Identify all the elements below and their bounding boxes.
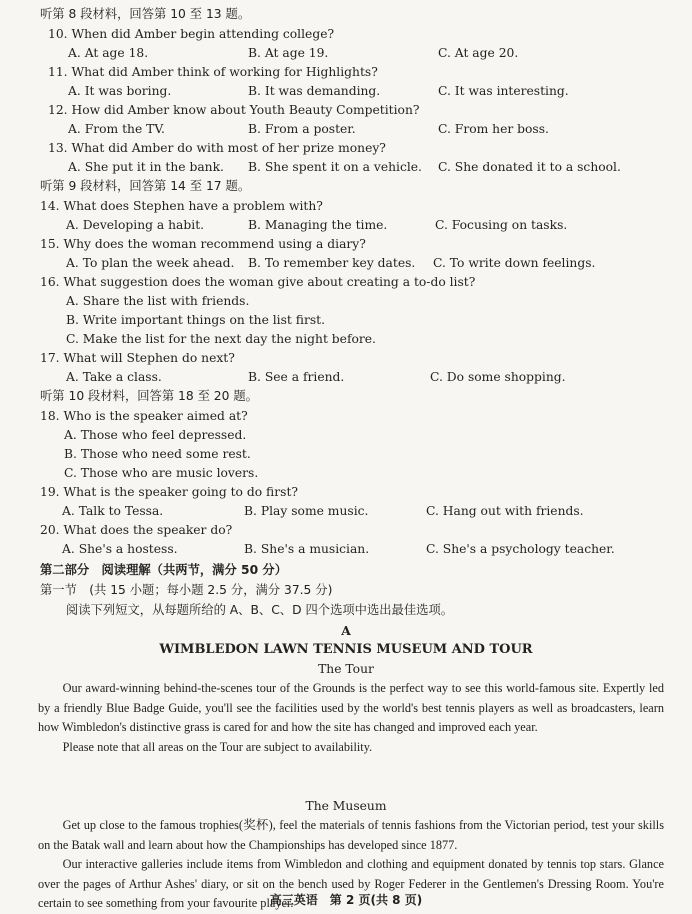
option-b: B. Managing the time.: [248, 218, 388, 232]
subheading-the-museum: The Museum: [305, 799, 387, 813]
option-a: A. Take a class.: [66, 370, 162, 384]
option-b: B. See a friend.: [248, 370, 345, 384]
option-c: C. From her boss.: [438, 122, 549, 136]
option-c: C. At age 20.: [438, 46, 519, 60]
option-a: A. She put it in the bank.: [68, 160, 224, 174]
option-c: C. She donated it to a school.: [438, 160, 621, 174]
option-a: A. Developing a habit.: [66, 218, 205, 232]
option-a: A. At age 18.: [68, 46, 149, 60]
subheading-the-tour: The Tour: [318, 662, 374, 676]
option-c: C. To write down feelings.: [433, 256, 596, 270]
option-a: A. From the TV.: [68, 122, 165, 136]
passage-body-tour: [38, 679, 664, 757]
option-b: B. At age 19.: [248, 46, 329, 60]
option-a: A. She's a hostess.: [62, 542, 178, 556]
exam-page: 听第 8 段材料，回答第 10 至 13 题。 10. When did Amber begin attending college? A. At age 18. B. At age 19. C. At age 20. 11. What did Amber think of working for Highlights? A. It was boring. B. It was demanding. C. It was interesting. 12. How did Amber know about Youth Beauty Competition? A. From the TV. B. From a poster. C. From her boss. 13. What did Amber do with most of her prize money? A. She put it in the bank. B. She spent it on a vehicle. C. She donated it to a school. 听第 9 段材料，回答第 14 至 17 题。 14. What does Stephen have a problem with? A. Developing a habit. B. Managing the time. C. Focusing on tasks. 15. Why does the woman recommend using a diary? A. To plan the week ahead. B. To remember key dates. C. To write down feelings. 16. What suggestion does the woman give about creating a to-do list? A. Share the list with friends. B. Write important things on the list first. C. Make the list for the next day the night before. 17. What will Stephen do next? A. Take a class. B. See a friend. C. Do some shopping. 听第 10 段材料，回答第 18 至 20 题。 18. Who is the speaker aimed at? A. Those who feel depressed. B. Those who need some rest. C. Those who are music lovers. 19. What is the speaker going to do first? A. Talk to Tessa. B. Play some music. C. Hang out with friends. 20. What does the speaker do? A. She's a hostess. B. She's a musician. C. She's a psychology teacher. 第二部分 阅读理解（共两节，满分 50 分） 第一节 (共 15 小题；每小题 2.5 分，满分 37.5 分) 阅读下列短文，从每题所给的 A、B、C、D 四个选项中选出最佳选项。 A WIMBLEDON LAWN TENNIS MUSEUM AND TOUR The Tour Our award-winning behind-the-scenes tour of the Grounds is the perfect way to see this world-famous site. Expertly led by a friendly Blue Badge Guide, you'll see the facilities used by the world's best tennis players as well as broadcasters, learn how Wimbledon's distinctive grass is cared for and how the site has changed and improved each year. Please note that all areas on the Tour are subject to availability. The Museum Get up close to the famous trophies(奖杯), feel the materials of tennis fashions from the Victorian period, test your skills on the Batak wall and learn about how the Championships has developed since 1877. Our interactive galleries include items from Wimbledon and clothing and equipment donated by tennis top stars. Glance over the pages of Arthur Ashes' diary, or sit on the bench used by Roger Federer in the Gentlemen's Dressing Room. You're certain to see something from your favourite player. 高三英语 第 2 页(共 8 页): [0, 0, 692, 914]
option-b: B. She spent it on a vehicle.: [248, 160, 422, 174]
option-a: A. It was boring.: [68, 84, 172, 98]
option-c: C. It was interesting.: [438, 84, 569, 98]
option-c: C. She's a psychology teacher.: [426, 542, 615, 556]
paragraph-availability: Please note that all areas on the Tour are subject to availability.: [62, 739, 373, 754]
option-b: B. She's a musician.: [244, 542, 370, 556]
paragraph-trophies: Get up close to the famous trophies(奖杯), feel the materials of tennis fashions from the Victorian period, test your skills on the Batak wall and learn about how the Championships has developed since 1877.: [38, 818, 664, 852]
passage-title: WIMBLEDON LAWN TENNIS MUSEUM AND TOUR: [159, 642, 533, 657]
option-c: C. Do some shopping.: [430, 370, 566, 384]
paragraph-tour: Our award-winning behind-the-scenes tour of the Grounds is the perfect way to see this world-famous site. Expertly led by a friendly Blue Badge Guide, you'll see the facilities used by the world's best tennis players as well as broadcasters, learn how Wimbledon's distinctive grass is cared for and how the site has changed and improved each year.: [38, 681, 664, 734]
option-b: B. It was demanding.: [248, 84, 381, 98]
option-b: B. From a poster.: [248, 122, 356, 136]
paragraph-galleries: Our interactive galleries include items from Wimbledon and clothing and equipment donated by tennis top stars. Glance over the pages of Arthur Ashes' diary, or sit on the bench used by Roger Federer in the Gentlemen's Dressing Room. You're certain to see something from your favourite player.: [38, 857, 664, 910]
option-c: C. Focusing on tasks.: [435, 218, 568, 232]
option-b: B. Play some music.: [244, 504, 369, 518]
option-b: B. To remember key dates.: [248, 256, 416, 270]
option-c: C. Hang out with friends.: [426, 504, 584, 518]
option-a: A. To plan the week ahead.: [66, 256, 235, 270]
page-footer: 高三英语 第 2 页(共 8 页): [269, 893, 423, 907]
passage-label: A: [341, 623, 351, 638]
option-a: A. Talk to Tessa.: [62, 504, 164, 518]
